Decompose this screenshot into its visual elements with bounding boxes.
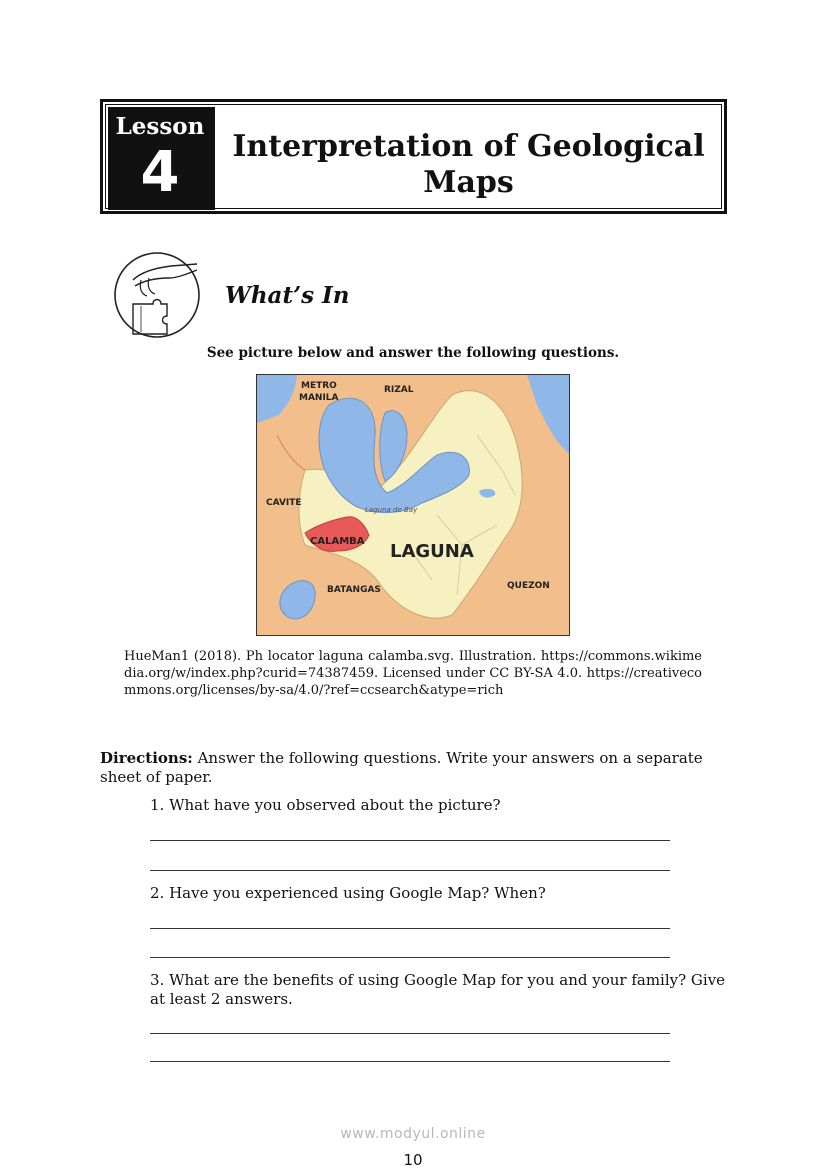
puzzle-hand-icon (111, 250, 207, 342)
lesson-title: Interpretation of Geological Maps (232, 129, 705, 200)
answer-line (150, 928, 670, 929)
instruction-text: See picture below and answer the following questions. (206, 345, 620, 361)
directions-label: Directions: (100, 749, 193, 767)
answer-line (150, 870, 670, 871)
map-label-laguna: LAGUNA (390, 541, 474, 562)
map-label-cavite: CAVITE (266, 498, 302, 508)
map-label-quezon: QUEZON (507, 581, 550, 591)
section-title: What’s In (225, 282, 350, 309)
header-divider (212, 107, 215, 210)
directions-text: Answer the following questions. Write your answers on a separate sheet of paper. (100, 749, 703, 786)
answer-line (150, 1033, 670, 1034)
map-label-rizal: RIZAL (384, 385, 414, 395)
lesson-number: 4 (140, 140, 180, 205)
directions (100, 749, 728, 787)
map-label-batangas: BATANGAS (327, 585, 381, 595)
answer-line (150, 957, 670, 958)
answer-line (150, 840, 670, 841)
lesson-badge (108, 107, 212, 210)
question-1: 1. What have you observed about the picture? (150, 796, 501, 814)
question-3: 3. What are the benefits of using Google Map for you and your family? Give at least 2 answers. (150, 971, 726, 1008)
laguna-locator-map (256, 374, 570, 636)
question-2: 2. Have you experienced using Google Map? When? (150, 884, 546, 902)
page-number: 10 (403, 1151, 423, 1169)
map-label-metro: METRO (301, 381, 337, 391)
map-label-laguna-de-bay: Laguna de Bay (365, 506, 418, 514)
answer-line (150, 1061, 670, 1062)
lesson-header (100, 99, 727, 214)
map-label-calamba: CALAMBA (310, 536, 365, 547)
watermark: www.modyul.online (340, 1126, 486, 1142)
image-credit: HueMan1 (2018). Ph locator laguna calamba.svg. Illustration. https://commons.wikimedia.org/w/index.php?curid=74387459. Licensed under CC BY-SA 4.0. https://creativecommons.org/licenses/by-sa/4.0/?ref=ccsearch&atype=rich (124, 649, 702, 698)
lesson-word: Lesson (115, 113, 205, 140)
map-label-manila: MANILA (299, 393, 339, 403)
